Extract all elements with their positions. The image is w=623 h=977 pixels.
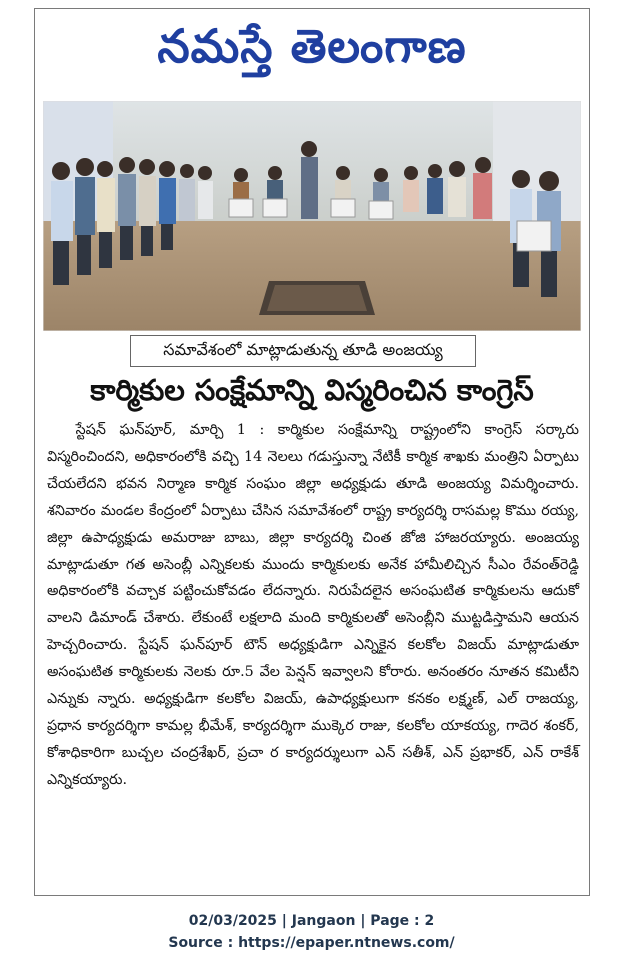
- newspaper-title: నమస్తే తెలంగాణ: [157, 19, 467, 73]
- photo-caption-box: [130, 335, 476, 367]
- article-headline: కార్మికుల సంక్షేమాన్ని విస్మరించిన కాంగ్రెస్: [90, 373, 534, 407]
- article-body: [47, 417, 579, 794]
- newspaper-clipping: [34, 8, 590, 896]
- footer-date-edition: 02/03/2025 | Jangaon | Page : 2: [188, 913, 435, 929]
- news-photo: [43, 101, 581, 331]
- photo-caption: సమావేశంలో మాట్లాడుతున్న తూడి అంజయ్య: [163, 339, 443, 359]
- masthead: [35, 13, 589, 91]
- meeting-photo-illustration: [43, 101, 581, 331]
- article-paragraph: స్టేషన్ ఘన్‌పూర్, మార్చి 1 : కార్మికుల సంక్షేమాన్ని రాష్ట్రంలోని కాంగ్రెస్ సర్కారు విస్మరించిందని, అధికారంలోకి వచ్చి 14 నెలలు గడుస్తున్నా నేటికీ కార్మిక శాఖకు మంత్రిని ఏర్పాటు చేయలేదని భవన నిర్మాణ కార్మిక సంఘం జిల్లా అధ్యక్షుడు తూడి అంజయ్య విమర్శించారు. శనివారం మండల కేంద్రంలో ఏర్పాటు చేసిన సమావేశంలో రాష్ట్ర కార్యదర్శి రాసమల్ల కొము రయ్య, జిల్లా ఉపాధ్యక్షుడు అమరాజు బాబు, జిల్లా కార్యదర్శి చింత జోజి హాజరయ్యారు. అంజయ్య మాట్లాడుతూ గత అసెంబ్లీ ఎన్నికలకు ముందు కార్మికులకు అనేక హామీలిచ్చిన సీఎం రేవంత్‌రెడ్డి అధికారంలోకి వచ్చాక పట్టించుకోవడం లేదన్నారు. నిరుపేదలైన అసంఘటిత కార్మికులను ఆదుకో వాలని డిమాండ్ చేశారు. లేకుంటే లక్షలాది మంది కార్మికులతో అసెంబ్లీని ముట్టడిస్తామని ఆయన హెచ్చరించారు. స్టేషన్ ఘన్‌పూర్ టౌన్ అధ్యక్షుడిగా ఎన్నికైన కలకోల విజయ్ మాట్లాడుతూ అసంఘటిత కార్మికులకు నెలకు రూ.5 వేల పెన్షన్ ఇవ్వాలని కోరారు. అనంతరం నూతన కమిటీని ఎన్నుకు న్నారు. అధ్యక్షుడిగా కలకోల విజయ్, ఉపాధ్యక్షులుగా కనకం లక్ష్మణ్, ఎల్ రాజయ్య, ప్రధాన కార్యదర్శిగా కామల్ల భీమేశ్, కార్యదర్శిగా ముక్కెర రాజు, కలకోల యాకయ్య, గాదెర శంకర్, కోశాధికారిగా బుచ్చల చంద్రశేఖర్, ప్రచా ర కార్యదర్శులుగా ఎన్ సతీశ్, ఎన్ ప్రభాకర్, ఎన్ రాకేశ్ ఎన్నికయ్యారు.: [47, 422, 579, 788]
- footer-source: Source : https://epaper.ntnews.com/: [168, 935, 455, 951]
